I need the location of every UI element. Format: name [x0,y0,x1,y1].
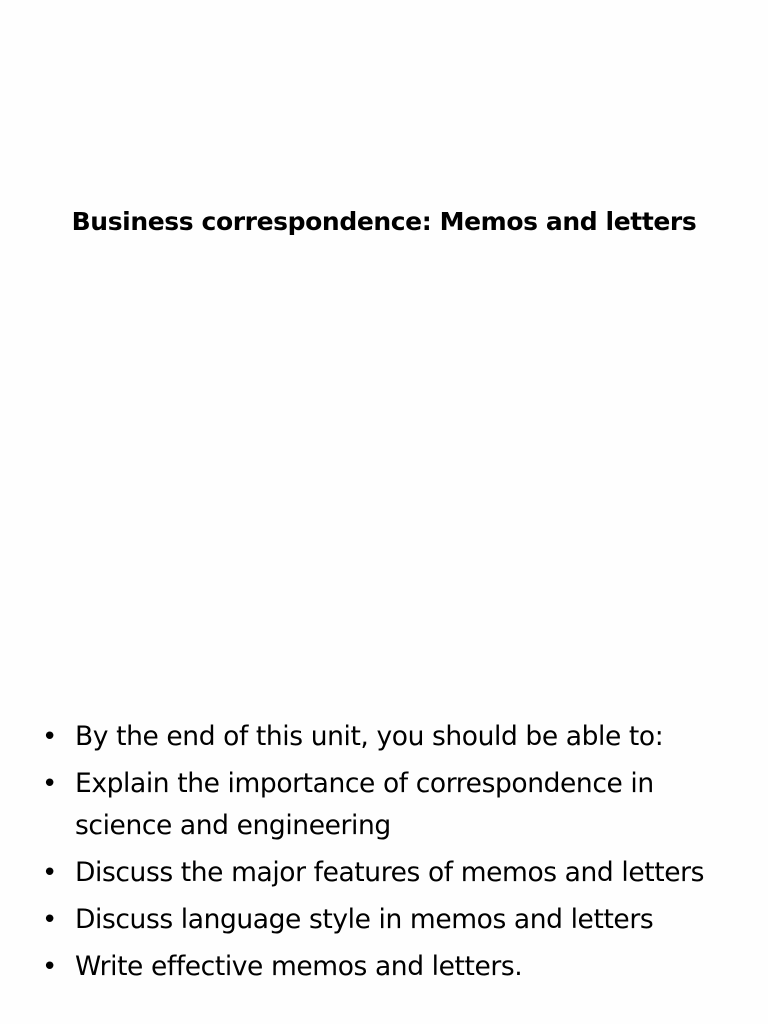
slide-title: Business correspondence: Memos and letters [71,207,697,236]
bullet-item: • Write effective memos and letters. [42,946,742,988]
bullet-item: • Discuss the major features of memos and letters [42,852,742,894]
bullet-item: • By the end of this unit, you should be able to: [42,716,742,758]
bullet-list [42,716,742,993]
bullet-item: • Explain the importance of correspondence in science and engineering [42,763,742,847]
bullet-item: • Discuss language style in memos and letters [42,899,742,941]
